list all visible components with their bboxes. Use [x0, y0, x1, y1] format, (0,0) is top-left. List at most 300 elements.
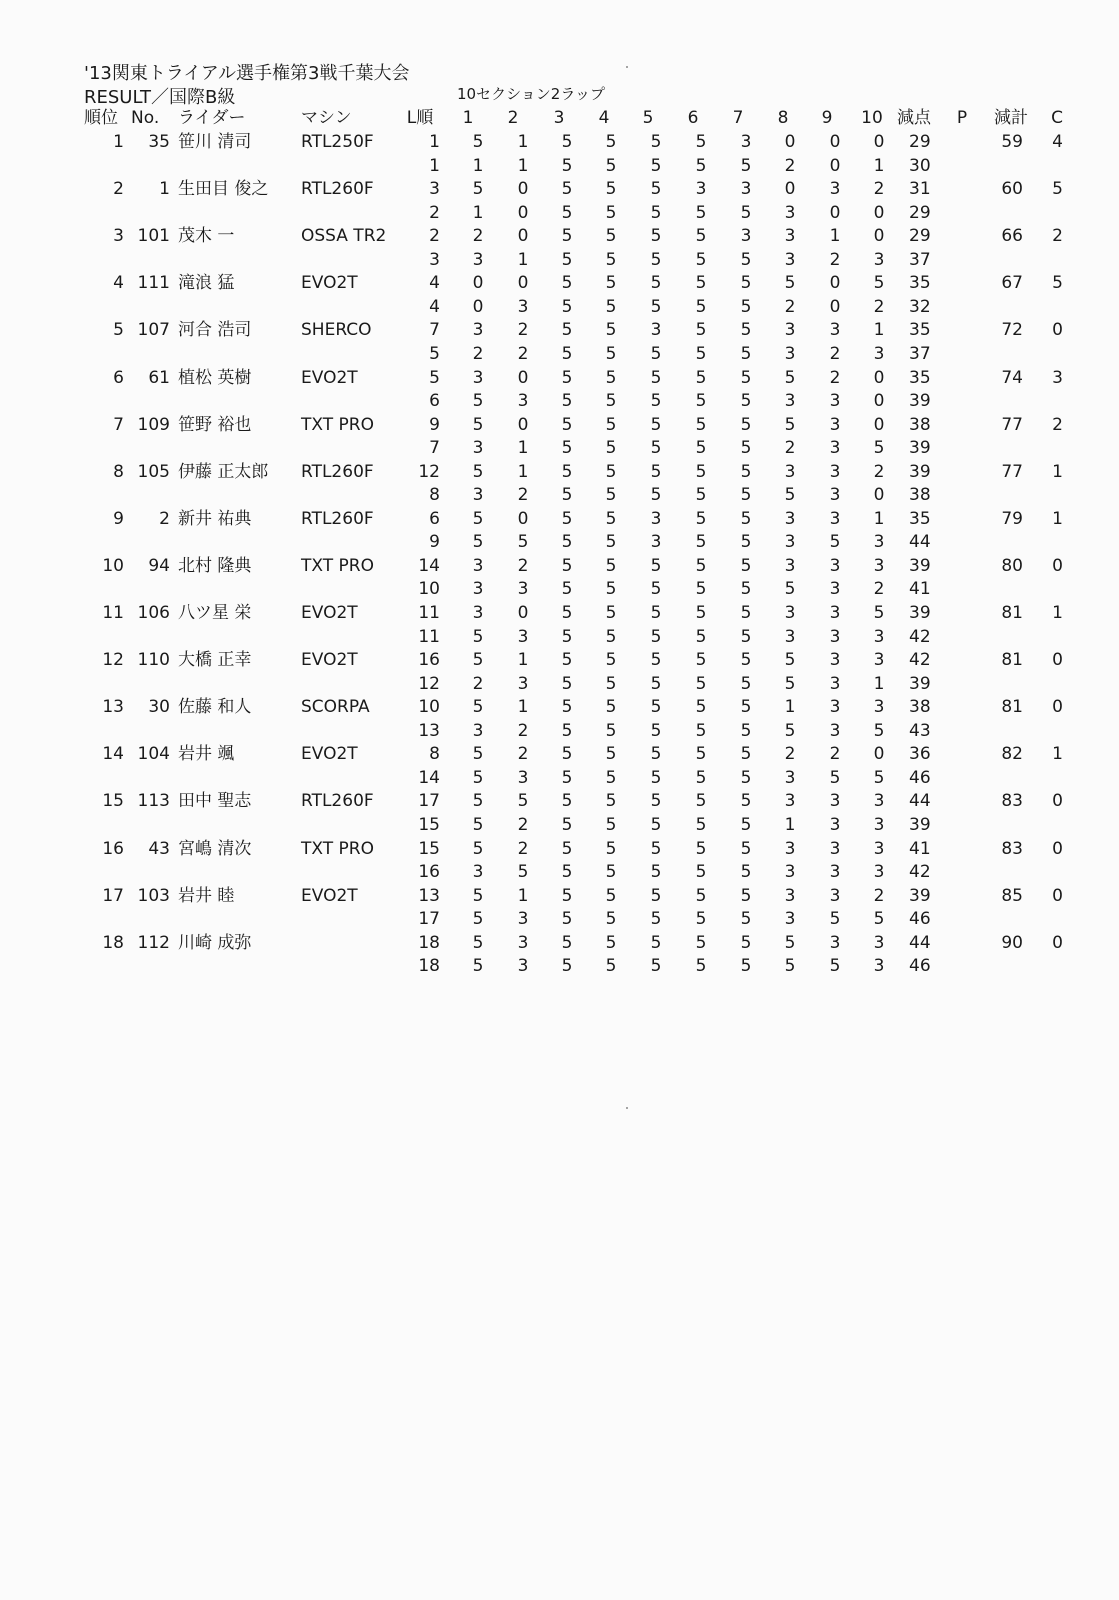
lap-points-cell: 39	[909, 885, 931, 906]
section-score-cell: 2	[829, 343, 841, 364]
section-score-cell: 5	[650, 249, 662, 270]
cleans-cell: 0	[1052, 885, 1063, 906]
cleans-cell: 1	[1052, 744, 1063, 765]
rider-number-cell: 103	[137, 885, 170, 906]
section-score-cell: 5	[695, 956, 707, 977]
lap-order-cell: 12	[418, 673, 440, 694]
table-row	[0, 954, 1119, 978]
rider-number-cell: 105	[137, 461, 170, 482]
total-points-cell: 77	[1001, 414, 1023, 435]
section-score-cell: 0	[873, 132, 885, 152]
section-score-cell: 5	[650, 673, 662, 694]
section-score-cell: 5	[784, 414, 796, 435]
section-score-cell: 2	[829, 744, 841, 765]
section-score-cell: 3	[873, 650, 885, 671]
lap-points-cell: 29	[909, 226, 931, 247]
rider-name-cell: 新井 祐典	[178, 508, 252, 529]
rider-number-cell: 104	[137, 744, 170, 765]
section-score-cell: 3	[829, 626, 841, 647]
section-score-cell: 5	[695, 932, 707, 953]
col-cleans: C	[1051, 108, 1063, 128]
lap-points-cell: 43	[909, 720, 931, 741]
section-score-cell: 5	[740, 626, 752, 647]
result-entry	[0, 507, 1119, 555]
section-score-cell: 5	[740, 885, 752, 906]
cleans-cell: 5	[1052, 273, 1063, 294]
section-score-cell: 5	[650, 697, 662, 718]
section-score-cell: 5	[517, 862, 529, 883]
table-row	[0, 413, 1119, 437]
rank-cell: 18	[102, 932, 124, 953]
section-score-cell: 5	[605, 909, 617, 930]
rank-cell: 12	[102, 650, 124, 671]
machine-cell: OSSA TR2	[301, 226, 387, 247]
col-no: No.	[131, 108, 160, 128]
rank-cell: 5	[113, 320, 124, 341]
section-score-cell: 5	[472, 508, 484, 529]
section-score-cell: 5	[561, 249, 573, 270]
section-score-cell: 5	[561, 485, 573, 506]
section-score-cell: 5	[605, 414, 617, 435]
section-score-cell: 5	[740, 391, 752, 412]
table-row	[0, 695, 1119, 719]
section-score-cell: 5	[740, 956, 752, 977]
section-score-cell: 0	[873, 367, 885, 388]
machine-cell: EVO2T	[301, 367, 358, 388]
section-score-cell: 3	[650, 320, 662, 341]
lap-points-cell: 35	[909, 508, 931, 529]
result-entry	[0, 695, 1119, 743]
section-score-cell: 0	[517, 273, 529, 294]
section-score-cell: 0	[517, 603, 529, 623]
table-row	[0, 884, 1119, 908]
result-entry	[0, 601, 1119, 649]
section-score-cell: 2	[873, 179, 885, 200]
section-score-cell: 3	[784, 343, 796, 364]
table-row	[0, 295, 1119, 319]
section-score-cell: 5	[605, 226, 617, 247]
section-score-cell: 5	[561, 909, 573, 930]
lap-points-cell: 41	[909, 579, 931, 600]
section-score-cell: 3	[740, 179, 752, 200]
section-score-cell: 5	[605, 155, 617, 176]
section-score-cell: 5	[784, 273, 796, 294]
rider-name-cell: 滝浪 猛	[178, 273, 235, 294]
section-score-cell: 5	[829, 956, 841, 977]
section-score-cell: 3	[784, 626, 796, 647]
section-score-cell: 5	[605, 862, 617, 883]
section-score-cell: 5	[472, 650, 484, 671]
total-points-cell: 90	[1001, 932, 1023, 953]
table-row	[0, 601, 1119, 625]
rider-name-cell: 笹川 清司	[178, 132, 252, 152]
cleans-cell: 0	[1052, 320, 1063, 341]
section-score-cell: 3	[650, 508, 662, 529]
section-score-cell: 5	[650, 956, 662, 977]
section-score-cell: 5	[695, 626, 707, 647]
total-points-cell: 81	[1001, 650, 1023, 671]
section-score-cell: 5	[561, 956, 573, 977]
section-score-cell: 5	[740, 485, 752, 506]
total-points-cell: 83	[1001, 838, 1023, 859]
lap-points-cell: 44	[909, 791, 931, 812]
section-score-cell: 3	[873, 791, 885, 812]
lap-order-cell: 4	[429, 273, 440, 294]
lap-order-cell: 8	[429, 744, 440, 765]
col-rank: 順位	[84, 108, 118, 128]
section-score-cell: 5	[472, 767, 484, 788]
lap-points-cell: 42	[909, 626, 931, 647]
section-score-cell: 5	[650, 603, 662, 623]
section-score-cell: 3	[784, 508, 796, 529]
section-score-cell: 5	[561, 226, 573, 247]
section-score-cell: 3	[829, 414, 841, 435]
lap-points-cell: 42	[909, 862, 931, 883]
rank-cell: 10	[102, 555, 124, 576]
section-score-cell: 5	[561, 343, 573, 364]
section-score-cell: 3	[472, 720, 484, 741]
section-score-cell: 5	[650, 414, 662, 435]
section-score-cell: 5	[605, 767, 617, 788]
rider-number-cell: 61	[148, 367, 170, 388]
lap-order-cell: 3	[429, 179, 440, 200]
lap-points-cell: 36	[909, 744, 931, 765]
rider-number-cell: 2	[159, 508, 170, 529]
section-score-cell: 5	[740, 320, 752, 341]
total-points-cell: 59	[1001, 132, 1023, 152]
section-score-cell: 5	[561, 626, 573, 647]
result-entry	[0, 130, 1119, 178]
section-score-cell: 2	[517, 320, 529, 341]
column-headers	[0, 106, 1119, 130]
cleans-cell: 0	[1052, 650, 1063, 671]
section-score-cell: 5	[605, 391, 617, 412]
section-score-cell: 5	[605, 603, 617, 623]
col-section-10: 10	[861, 108, 883, 128]
lap-order-cell: 14	[418, 767, 440, 788]
section-score-cell: 3	[472, 249, 484, 270]
rider-name-cell: 大橋 正幸	[178, 650, 252, 671]
result-entry	[0, 931, 1119, 979]
section-score-cell: 5	[472, 932, 484, 953]
rider-name-cell: 八ツ星 栄	[178, 603, 252, 623]
table-row	[0, 742, 1119, 766]
section-score-cell: 0	[873, 226, 885, 247]
table-row	[0, 177, 1119, 201]
section-score-cell: 5	[695, 909, 707, 930]
table-row	[0, 224, 1119, 248]
section-score-cell: 5	[650, 343, 662, 364]
section-score-cell: 5	[561, 650, 573, 671]
col-section-8: 8	[777, 108, 789, 128]
section-score-cell: 5	[740, 296, 752, 317]
table-row	[0, 436, 1119, 460]
machine-cell: TXT PRO	[301, 414, 374, 435]
lap-points-cell: 37	[909, 343, 931, 364]
section-score-cell: 5	[605, 320, 617, 341]
rider-number-cell: 109	[137, 414, 170, 435]
lap-order-cell: 17	[418, 909, 440, 930]
lap-points-cell: 30	[909, 155, 931, 176]
lap-order-cell: 17	[418, 791, 440, 812]
section-score-cell: 5	[605, 697, 617, 718]
section-score-cell: 1	[517, 438, 529, 459]
lap-points-cell: 37	[909, 249, 931, 270]
rank-cell: 6	[113, 367, 124, 388]
section-score-cell: 5	[695, 744, 707, 765]
lap-order-cell: 11	[418, 603, 440, 623]
section-score-cell: 5	[740, 414, 752, 435]
rank-cell: 4	[113, 273, 124, 294]
rank-cell: 14	[102, 744, 124, 765]
section-score-cell: 5	[561, 320, 573, 341]
section-score-cell: 2	[784, 155, 796, 176]
lap-points-cell: 29	[909, 202, 931, 223]
section-score-cell: 5	[650, 202, 662, 223]
section-score-cell: 1	[873, 673, 885, 694]
rank-cell: 3	[113, 226, 124, 247]
section-score-cell: 3	[873, 814, 885, 835]
machine-cell: RTL260F	[301, 179, 374, 200]
section-score-cell: 5	[740, 814, 752, 835]
section-score-cell: 3	[873, 249, 885, 270]
section-score-cell: 3	[695, 179, 707, 200]
scan-speck	[626, 1107, 628, 1109]
table-row	[0, 648, 1119, 672]
result-entry	[0, 554, 1119, 602]
section-score-cell: 1	[517, 132, 529, 152]
total-points-cell: 83	[1001, 791, 1023, 812]
section-score-cell: 0	[873, 414, 885, 435]
cleans-cell: 1	[1052, 508, 1063, 529]
section-score-cell: 5	[695, 132, 707, 152]
section-score-cell: 3	[472, 555, 484, 576]
section-score-cell: 5	[695, 438, 707, 459]
rider-name-cell: 北村 隆典	[178, 555, 252, 576]
section-score-cell: 5	[561, 296, 573, 317]
col-machine: マシン	[301, 108, 352, 128]
section-score-cell: 5	[695, 343, 707, 364]
lap-order-cell: 2	[429, 226, 440, 247]
section-score-cell: 0	[829, 273, 841, 294]
section-score-cell: 5	[695, 697, 707, 718]
section-score-cell: 5	[740, 673, 752, 694]
rider-number-cell: 106	[137, 603, 170, 623]
section-score-cell: 5	[605, 956, 617, 977]
section-score-cell: 5	[650, 791, 662, 812]
section-score-cell: 5	[695, 485, 707, 506]
col-penalty: P	[956, 108, 968, 128]
section-score-cell: 3	[517, 956, 529, 977]
lap-points-cell: 39	[909, 814, 931, 835]
lap-points-cell: 41	[909, 838, 931, 859]
section-score-cell: 5	[695, 673, 707, 694]
table-row	[0, 554, 1119, 578]
lap-points-cell: 44	[909, 532, 931, 553]
section-score-cell: 0	[517, 226, 529, 247]
section-score-cell: 5	[561, 885, 573, 906]
section-score-cell: 1	[829, 226, 841, 247]
total-points-cell: 72	[1001, 320, 1023, 341]
section-score-cell: 5	[472, 391, 484, 412]
section-score-cell: 5	[784, 485, 796, 506]
section-score-cell: 5	[650, 273, 662, 294]
section-score-cell: 5	[740, 697, 752, 718]
section-score-cell: 5	[695, 885, 707, 906]
cleans-cell: 4	[1052, 132, 1063, 152]
section-score-cell: 5	[605, 179, 617, 200]
section-score-cell: 0	[472, 273, 484, 294]
section-score-cell: 5	[650, 485, 662, 506]
lap-order-cell: 14	[418, 555, 440, 576]
total-points-cell: 82	[1001, 744, 1023, 765]
section-score-cell: 5	[472, 461, 484, 482]
section-score-cell: 5	[472, 697, 484, 718]
table-row	[0, 931, 1119, 955]
section-score-cell: 5	[650, 367, 662, 388]
section-score-cell: 5	[517, 791, 529, 812]
section-score-cell: 5	[695, 367, 707, 388]
lap-order-cell: 6	[429, 391, 440, 412]
section-score-cell: 1	[517, 885, 529, 906]
rank-cell: 13	[102, 697, 124, 718]
machine-cell: EVO2T	[301, 650, 358, 671]
lap-points-cell: 46	[909, 909, 931, 930]
section-score-cell: 5	[740, 249, 752, 270]
lap-order-cell: 3	[429, 249, 440, 270]
section-score-cell: 3	[517, 673, 529, 694]
table-row	[0, 366, 1119, 390]
section-score-cell: 5	[605, 626, 617, 647]
section-score-cell: 5	[650, 720, 662, 741]
section-score-cell: 5	[561, 603, 573, 623]
table-row	[0, 271, 1119, 295]
col-total: 減計	[994, 108, 1028, 128]
col-section-2: 2	[507, 108, 519, 128]
col-section-4: 4	[598, 108, 610, 128]
section-score-cell: 5	[784, 650, 796, 671]
table-row	[0, 789, 1119, 813]
machine-cell: RTL260F	[301, 791, 374, 812]
section-score-cell: 5	[650, 179, 662, 200]
section-score-cell: 3	[829, 720, 841, 741]
section-score-cell: 5	[873, 720, 885, 741]
lap-points-cell: 42	[909, 650, 931, 671]
section-score-cell: 5	[605, 932, 617, 953]
section-score-cell: 3	[829, 697, 841, 718]
section-score-cell: 5	[472, 885, 484, 906]
section-score-cell: 3	[784, 461, 796, 482]
section-score-cell: 5	[695, 767, 707, 788]
section-score-cell: 3	[517, 932, 529, 953]
table-row	[0, 483, 1119, 507]
section-score-cell: 5	[561, 838, 573, 859]
section-score-cell: 5	[829, 532, 841, 553]
result-entry	[0, 177, 1119, 225]
section-score-cell: 5	[650, 155, 662, 176]
section-score-cell: 3	[784, 555, 796, 576]
section-score-cell: 1	[873, 320, 885, 341]
rider-number-cell: 35	[148, 132, 170, 152]
section-score-cell: 3	[829, 838, 841, 859]
section-score-cell: 0	[784, 132, 796, 152]
section-score-cell: 5	[561, 508, 573, 529]
section-score-cell: 3	[784, 838, 796, 859]
section-score-cell: 5	[561, 461, 573, 482]
section-score-cell: 5	[605, 296, 617, 317]
section-score-cell: 5	[650, 909, 662, 930]
section-score-cell: 0	[784, 179, 796, 200]
rank-cell: 1	[113, 132, 124, 152]
lap-order-cell: 16	[418, 862, 440, 883]
section-score-cell: 5	[472, 814, 484, 835]
section-score-cell: 5	[472, 414, 484, 435]
section-score-cell: 5	[561, 179, 573, 200]
machine-cell: TXT PRO	[301, 838, 374, 859]
col-section-7: 7	[732, 108, 744, 128]
section-score-cell: 3	[784, 320, 796, 341]
section-score-cell: 5	[695, 555, 707, 576]
section-score-cell: 5	[561, 579, 573, 600]
lap-order-cell: 8	[429, 485, 440, 506]
section-score-cell: 3	[829, 579, 841, 600]
lap-order-cell: 2	[429, 202, 440, 223]
section-score-cell: 5	[784, 367, 796, 388]
section-score-cell: 5	[740, 579, 752, 600]
section-score-cell: 5	[695, 720, 707, 741]
rank-cell: 11	[102, 603, 124, 623]
section-score-cell: 5	[605, 508, 617, 529]
lap-order-cell: 9	[429, 532, 440, 553]
section-score-cell: 5	[740, 909, 752, 930]
table-row	[0, 460, 1119, 484]
rider-name-cell: 伊藤 正太郎	[178, 461, 269, 482]
rank-cell: 7	[113, 414, 124, 435]
section-score-cell: 2	[784, 296, 796, 317]
lap-points-cell: 39	[909, 673, 931, 694]
rider-number-cell: 1	[159, 179, 170, 200]
rider-number-cell: 30	[148, 697, 170, 718]
section-score-cell: 3	[472, 367, 484, 388]
lap-points-cell: 39	[909, 438, 931, 459]
section-score-cell: 5	[561, 814, 573, 835]
section-score-cell: 5	[873, 603, 885, 623]
section-score-cell: 1	[517, 697, 529, 718]
table-row	[0, 625, 1119, 649]
lap-points-cell: 39	[909, 603, 931, 623]
result-entry	[0, 742, 1119, 790]
rank-cell: 15	[102, 791, 124, 812]
section-score-cell: 3	[829, 320, 841, 341]
section-score-cell: 5	[605, 814, 617, 835]
total-points-cell: 79	[1001, 508, 1023, 529]
section-score-cell: 2	[517, 838, 529, 859]
section-score-cell: 3	[873, 555, 885, 576]
total-points-cell: 67	[1001, 273, 1023, 294]
section-score-cell: 3	[784, 862, 796, 883]
section-score-cell: 5	[561, 155, 573, 176]
lap-points-cell: 38	[909, 697, 931, 718]
section-score-cell: 5	[561, 673, 573, 694]
lap-points-cell: 38	[909, 485, 931, 506]
section-score-cell: 0	[829, 155, 841, 176]
col-section-3: 3	[553, 108, 565, 128]
cleans-cell: 3	[1052, 367, 1063, 388]
section-score-cell: 5	[740, 555, 752, 576]
table-row	[0, 201, 1119, 225]
cleans-cell: 1	[1052, 461, 1063, 482]
lap-points-cell: 38	[909, 414, 931, 435]
